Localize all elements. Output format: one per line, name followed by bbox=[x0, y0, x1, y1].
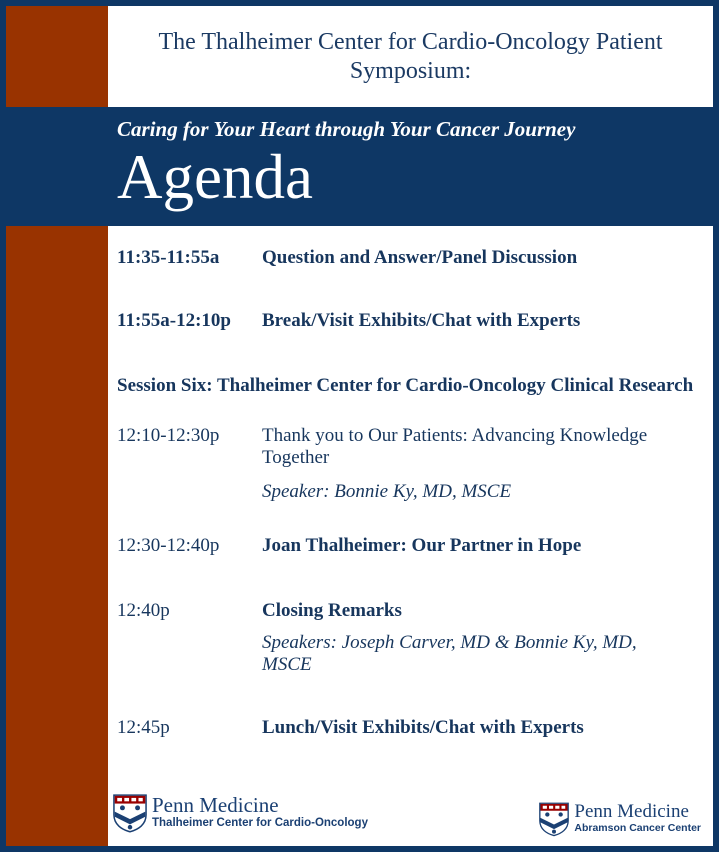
logo-unit: Thalheimer Center for Cardio-Oncology bbox=[152, 817, 368, 829]
penn-medicine-logo-right bbox=[539, 802, 701, 843]
agenda-title: Joan Thalheimer: Our Partner in Hope bbox=[262, 535, 582, 556]
logo-text bbox=[152, 794, 368, 830]
speaker-line: Speaker: Bonnie Ky, MD, MSCE bbox=[262, 481, 512, 502]
banner bbox=[6, 107, 713, 226]
agenda-title: Thank you to Our Patients: Advancing Knowledge Together bbox=[262, 425, 648, 468]
agenda-row bbox=[117, 717, 713, 739]
header-row bbox=[6, 6, 713, 107]
agenda-row bbox=[117, 425, 713, 469]
agenda-row bbox=[117, 535, 713, 557]
logo-brand: Penn Medicine bbox=[152, 793, 279, 817]
page-title-line-2: Symposium: bbox=[349, 57, 472, 84]
agenda-title: Break/Visit Exhibits/Chat with Experts bbox=[262, 310, 581, 331]
penn-medicine-logo-left bbox=[113, 794, 368, 839]
banner-subtitle: Caring for Your Heart through Your Cancer Journey bbox=[117, 117, 576, 141]
rust-corner-block bbox=[6, 6, 108, 107]
agenda-title: Lunch/Visit Exhibits/Chat with Experts bbox=[262, 717, 584, 738]
agenda-title: Closing Remarks bbox=[262, 600, 402, 621]
agenda-row bbox=[117, 600, 713, 622]
penn-shield-icon bbox=[539, 802, 569, 843]
penn-shield-icon bbox=[113, 794, 147, 839]
session-heading: Session Six: Thalheimer Center for Cardio-Oncology Clinical Research bbox=[117, 375, 694, 396]
agenda-time: 11:55a-12:10p bbox=[117, 310, 231, 331]
speaker-line: Speakers: Joseph Carver, MD & Bonnie Ky, MD, MSCE bbox=[262, 632, 637, 675]
agenda-time: 12:45p bbox=[117, 717, 170, 738]
agenda-time: 11:35-11:55a bbox=[117, 247, 220, 268]
agenda-time: 12:10-12:30p bbox=[117, 425, 220, 446]
rust-side-stripe bbox=[6, 226, 108, 846]
logo-text bbox=[574, 802, 701, 835]
page-title bbox=[108, 6, 713, 107]
agenda-time: 12:40p bbox=[117, 600, 170, 621]
logo-unit: Abramson Cancer Center bbox=[574, 822, 701, 834]
agenda-content bbox=[108, 226, 713, 846]
agenda-row bbox=[117, 310, 713, 332]
page-title-line-1: The Thalheimer Center for Cardio-Oncology Patient bbox=[158, 28, 663, 55]
agenda-title: Question and Answer/Panel Discussion bbox=[262, 247, 578, 268]
agenda-time: 12:30-12:40p bbox=[117, 535, 220, 556]
logo-brand: Penn Medicine bbox=[574, 801, 689, 822]
agenda-row bbox=[117, 247, 713, 269]
banner-heading: Agenda bbox=[117, 142, 313, 212]
body bbox=[6, 226, 713, 846]
